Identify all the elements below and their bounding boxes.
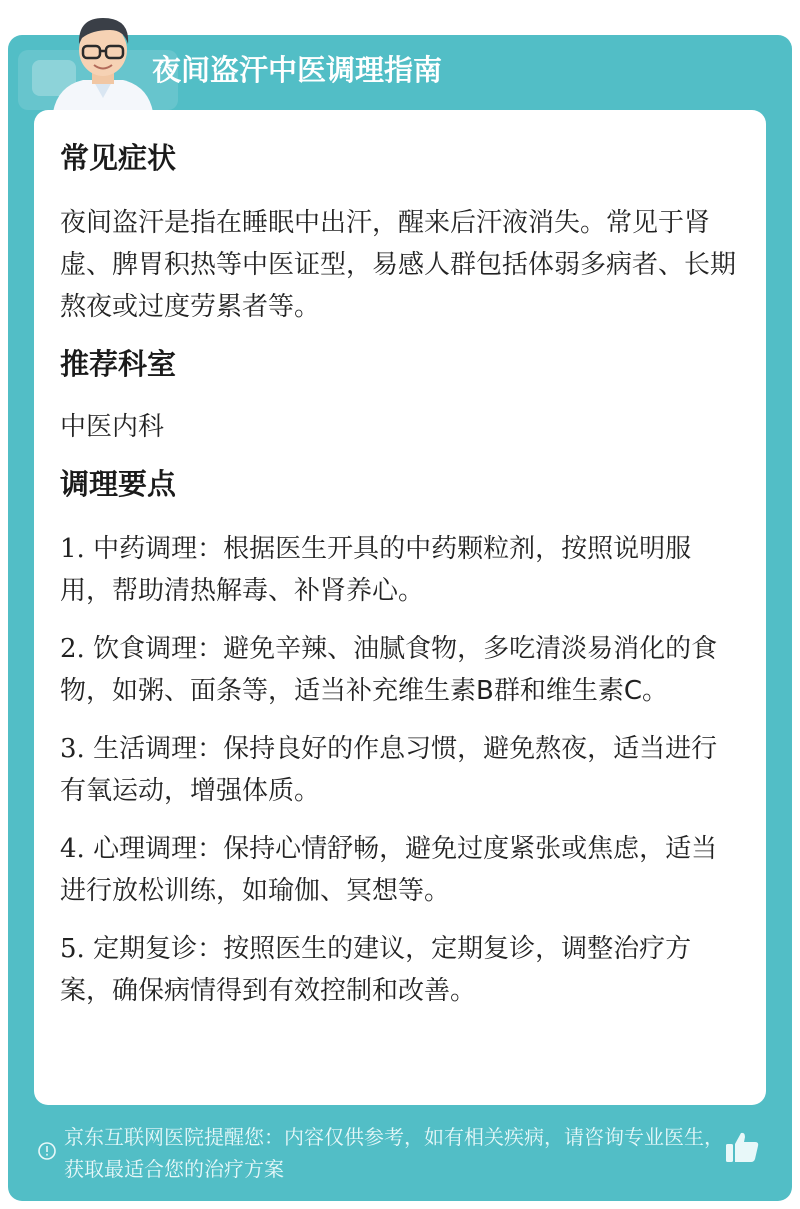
page-title: 夜间盗汗中医调理指南 <box>152 53 443 87</box>
symptoms-text: 夜间盗汗是指在睡眠中出汗，醒来后汗液消失。常见于肾虚、脾胃积热等中医证型，易感人群包括体弱多病者、长期熬夜或过度劳累者等。 <box>60 208 737 322</box>
content-card <box>34 110 766 1105</box>
section-title-care: 调理要点 <box>60 467 177 501</box>
info-icon <box>37 1141 57 1161</box>
list-item: 4. 心理调理：保持心情舒畅，避免过度紧张或焦虑，适当进行放松训练，如瑜伽、冥想等。 <box>60 834 718 906</box>
list-item: 1. 中药调理：根据医生开具的中药颗粒剂，按照说明服用，帮助清热解毒、补肾养心。 <box>60 534 692 606</box>
list-item: 3. 生活调理：保持良好的作息习惯，避免熬夜，适当进行有氧运动，增强体质。 <box>60 734 718 806</box>
doctor-avatar-icon <box>48 8 158 112</box>
care-list <box>60 528 740 1012</box>
footer-notice: 京东互联网医院提醒您：内容仅供参考，如有相关疾病，请咨询专业医生，获取最适合您的治疗方案 <box>64 1125 724 1181</box>
list-item: 2. 饮食调理：避免辛辣、油腻食物，多吃清淡易消化的食物，如粥、面条等，适当补充维生素B群和维生素C。 <box>60 634 718 706</box>
thumbs-up-icon[interactable] <box>724 1130 760 1164</box>
section-title-department: 推荐科室 <box>60 347 177 381</box>
department-text: 中医内科 <box>60 412 165 442</box>
list-item: 5. 定期复诊：按照医生的建议，定期复诊，调整治疗方案，确保病情得到有效控制和改善。 <box>60 934 692 1006</box>
section-title-symptoms: 常见症状 <box>60 141 177 175</box>
